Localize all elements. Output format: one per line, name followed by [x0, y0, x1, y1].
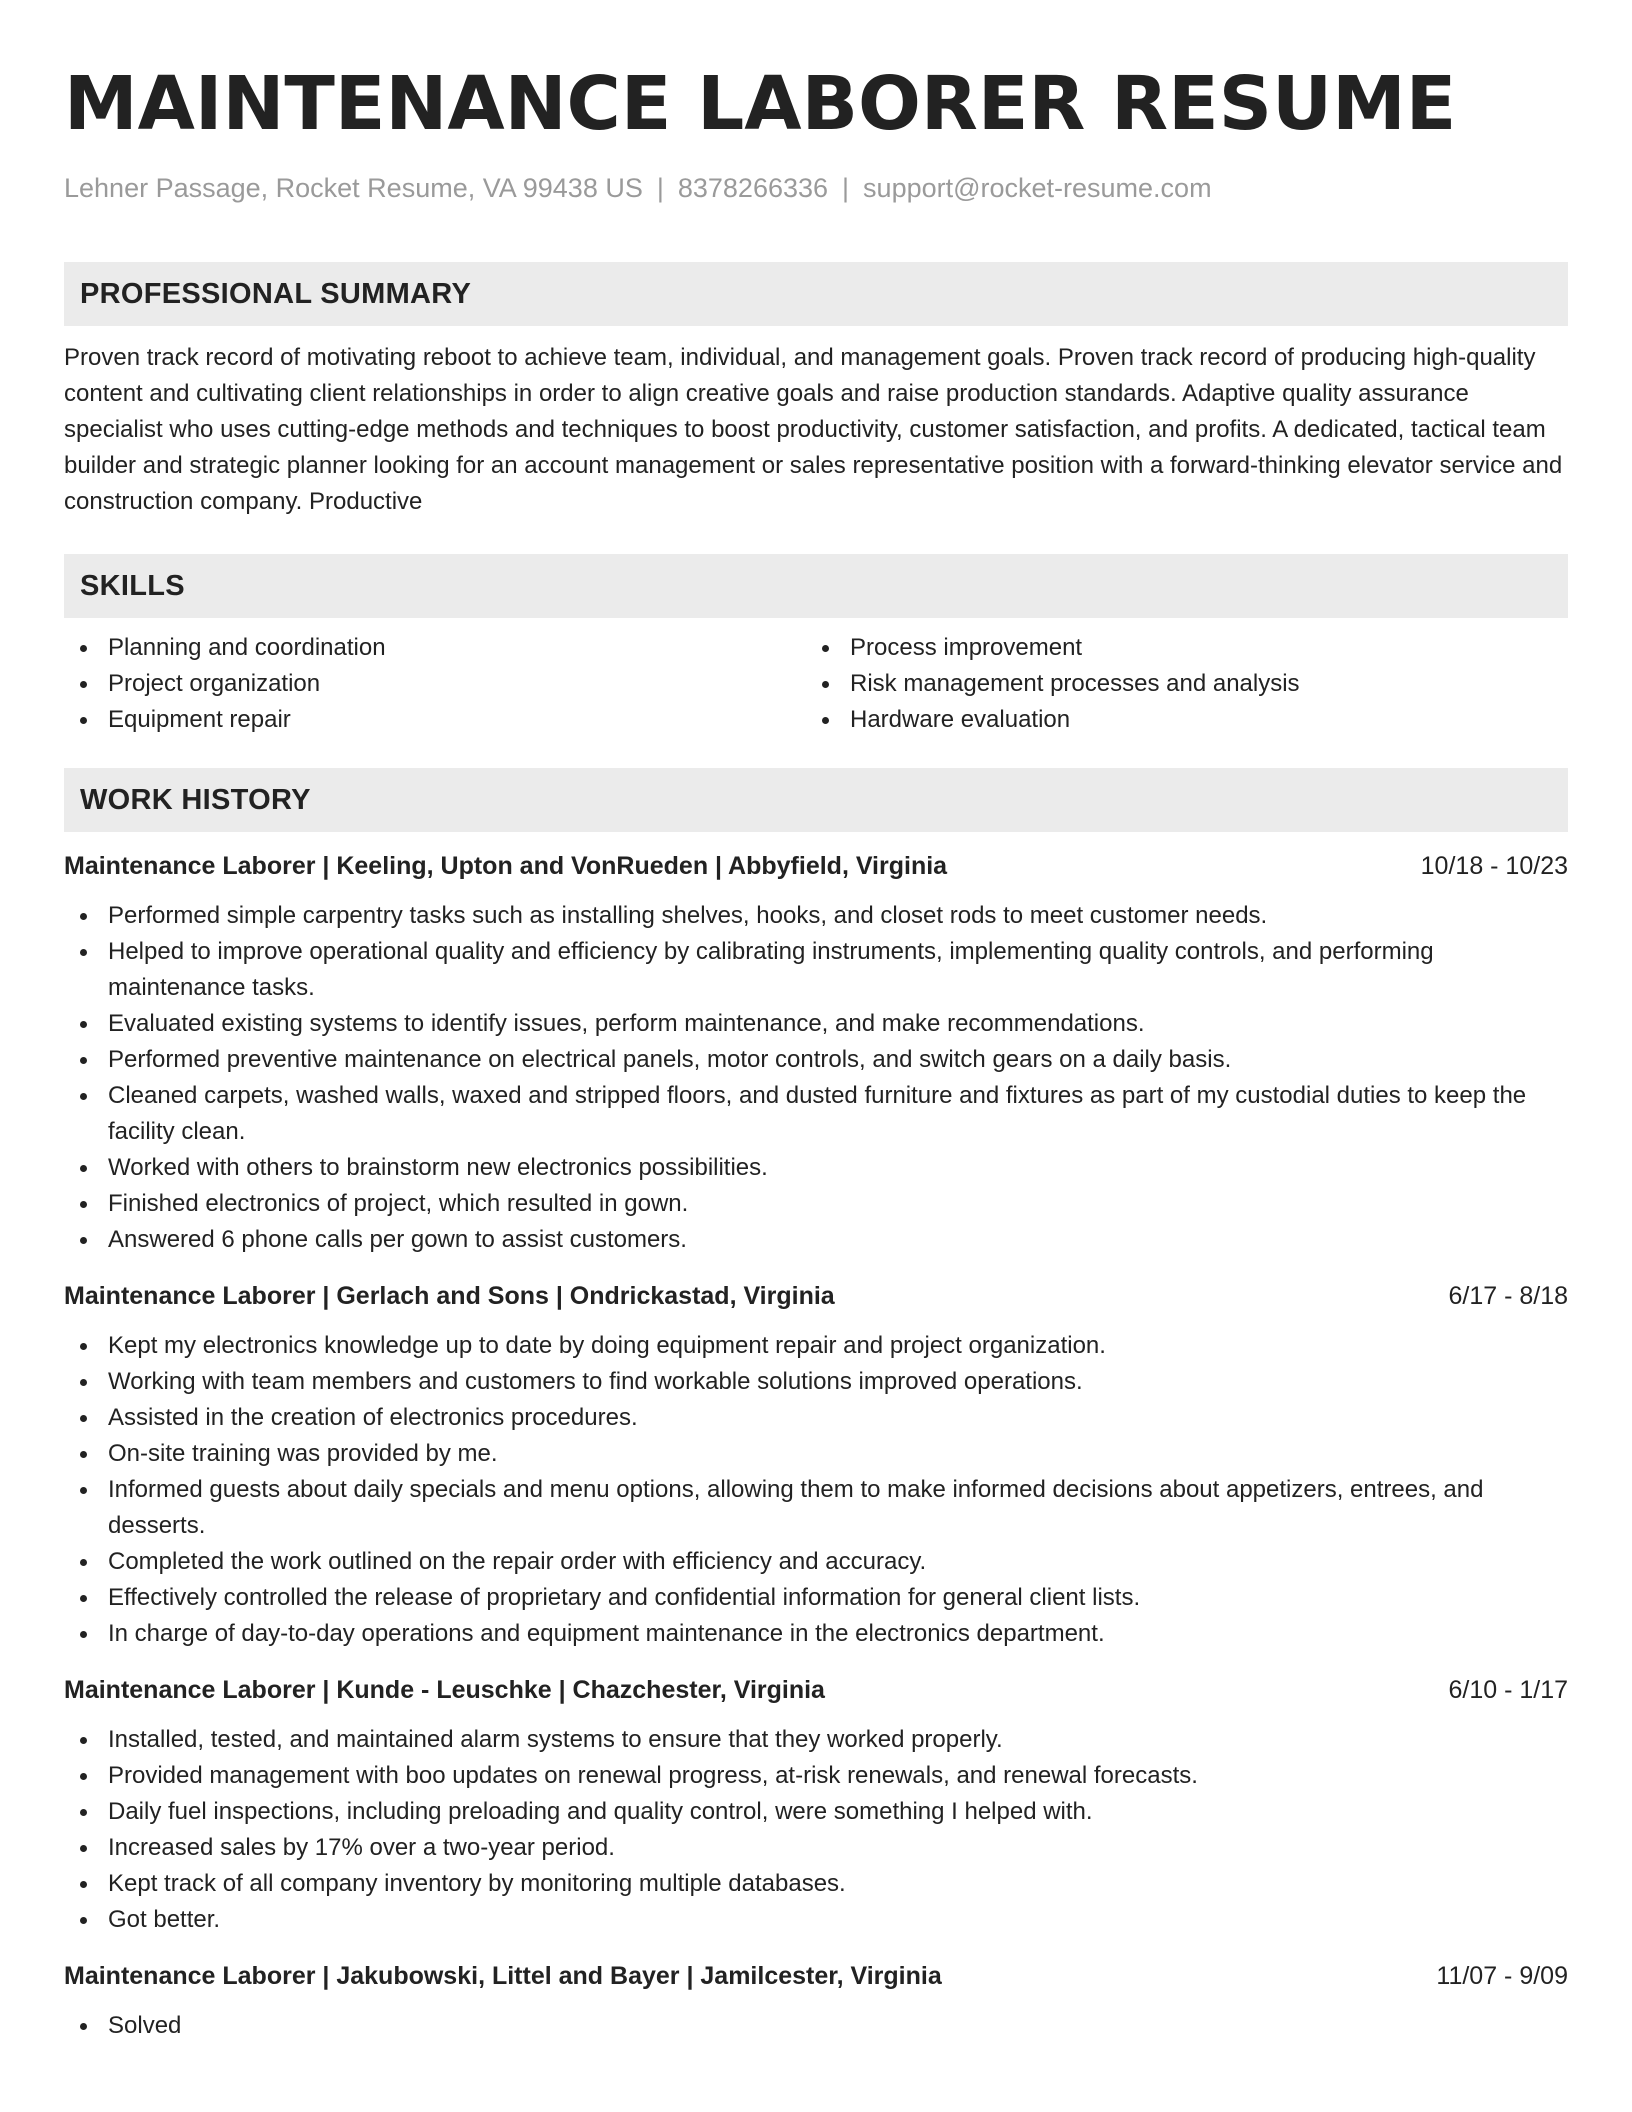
skill-item: Hardware evaluation — [806, 702, 1548, 738]
skill-item: Risk management processes and analysis — [806, 666, 1548, 702]
skill-item: Planning and coordination — [64, 630, 806, 666]
job-bullet: Provided management with boo updates on renewal progress, at-risk renewals, and renewal forecasts. — [64, 1758, 1568, 1794]
job-bullet: Kept my electronics knowledge up to date by doing equipment repair and project organization. — [64, 1328, 1568, 1364]
contact-email[interactable]: support@rocket-resume.com — [863, 173, 1212, 203]
job-bullet: Installed, tested, and maintained alarm systems to ensure that they worked properly. — [64, 1722, 1568, 1758]
job-title: Maintenance Laborer | Jakubowski, Littel and Bayer | Jamilcester, Virginia — [64, 1962, 942, 1990]
job-header — [64, 1958, 1568, 1994]
job-entry — [64, 1958, 1568, 2044]
skill-item: Process improvement — [806, 630, 1548, 666]
skills-heading: SKILLS — [64, 554, 1568, 618]
job-bullet: Working with team members and customers to find workable solutions improved operations. — [64, 1364, 1568, 1400]
job-bullet: Finished electronics of project, which resulted in gown. — [64, 1186, 1568, 1222]
job-bullet: Answered 6 phone calls per gown to assist customers. — [64, 1222, 1568, 1258]
job-bullet: Performed preventive maintenance on electrical panels, motor controls, and switch gears on a daily basis. — [64, 1042, 1568, 1078]
skill-item: Project organization — [64, 666, 806, 702]
job-bullet: Increased sales by 17% over a two-year period. — [64, 1830, 1568, 1866]
job-bullet: Kept track of all company inventory by monitoring multiple databases. — [64, 1866, 1568, 1902]
skill-item: Equipment repair — [64, 702, 806, 738]
skills-column-right — [806, 630, 1548, 738]
work-history-list — [64, 848, 1568, 2044]
contact-phone: 8378266336 — [677, 173, 829, 203]
job-entry — [64, 848, 1568, 1258]
job-bullet: Assisted in the creation of electronics procedures. — [64, 1400, 1568, 1436]
job-bullet: Worked with others to brainstorm new electronics possibilities. — [64, 1150, 1568, 1186]
job-header — [64, 848, 1568, 884]
contact-line — [64, 170, 1568, 206]
job-bullet: Daily fuel inspections, including preloading and quality control, were something I helped with. — [64, 1794, 1568, 1830]
job-bullet: On-site training was provided by me. — [64, 1436, 1568, 1472]
skills-column-left — [64, 630, 806, 738]
job-dates: 11/07 - 9/09 — [1436, 1962, 1568, 1990]
job-bullet: Informed guests about daily specials and menu options, allowing them to make informed decisions about appetizers, entrees, and desserts. — [64, 1472, 1568, 1544]
job-bullet: Evaluated existing systems to identify issues, perform maintenance, and make recommendations. — [64, 1006, 1568, 1042]
job-bullet: In charge of day-to-day operations and equipment maintenance in the electronics department. — [64, 1616, 1568, 1652]
summary-heading: PROFESSIONAL SUMMARY — [64, 262, 1568, 326]
job-bullet: Cleaned carpets, washed walls, waxed and stripped floors, and dusted furniture and fixtures as part of my custodial duties to keep the facility clean. — [64, 1078, 1568, 1150]
job-dates: 10/18 - 10/23 — [1420, 852, 1568, 880]
contact-address: Lehner Passage, Rocket Resume, VA 99438 US — [64, 173, 643, 203]
job-bullets — [64, 1328, 1568, 1652]
resume-title: MAINTENANCE LABORER RESUME — [64, 61, 1457, 147]
job-dates: 6/17 - 8/18 — [1448, 1282, 1568, 1310]
job-title: Maintenance Laborer | Kunde - Leuschke | Chazchester, Virginia — [64, 1676, 825, 1704]
job-bullet: Performed simple carpentry tasks such as installing shelves, hooks, and closet rods to meet customer needs. — [64, 898, 1568, 934]
job-bullets — [64, 898, 1568, 1258]
job-bullets — [64, 2008, 1568, 2044]
job-header — [64, 1278, 1568, 1314]
job-dates: 6/10 - 1/17 — [1448, 1676, 1568, 1704]
job-entry — [64, 1672, 1568, 1938]
job-bullet: Helped to improve operational quality and efficiency by calibrating instruments, implementing quality controls, and performing maintenance tasks. — [64, 934, 1568, 1006]
job-bullet: Effectively controlled the release of proprietary and confidential information for general client lists. — [64, 1580, 1568, 1616]
job-bullets — [64, 1722, 1568, 1938]
contact-separator: | — [842, 173, 850, 203]
job-title: Maintenance Laborer | Keeling, Upton and VonRueden | Abbyfield, Virginia — [64, 852, 948, 880]
summary-text: Proven track record of motivating reboot to achieve team, individual, and management goals. Proven track record of producing high-quality content and cultivating client relationships in order to align creative goals and raise production standards. Adaptive quality assurance specialist who uses cutting-edge methods and techniques to boost productivity, customer satisfaction, and profits. A dedicated, tactical team builder and strategic planner looking for an account management or sales representative position with a forward-thinking elevator service and construction company. Productive — [64, 344, 1563, 515]
skills-list — [64, 630, 1568, 738]
job-title: Maintenance Laborer | Gerlach and Sons | Ondrickastad, Virginia — [64, 1282, 835, 1310]
job-bullet: Solved — [64, 2008, 1568, 2044]
job-bullet: Completed the work outlined on the repair order with efficiency and accuracy. — [64, 1544, 1568, 1580]
job-header — [64, 1672, 1568, 1708]
job-entry — [64, 1278, 1568, 1652]
job-bullet: Got better. — [64, 1902, 1568, 1938]
work-history-heading: WORK HISTORY — [64, 768, 1568, 832]
contact-separator: | — [656, 173, 664, 203]
